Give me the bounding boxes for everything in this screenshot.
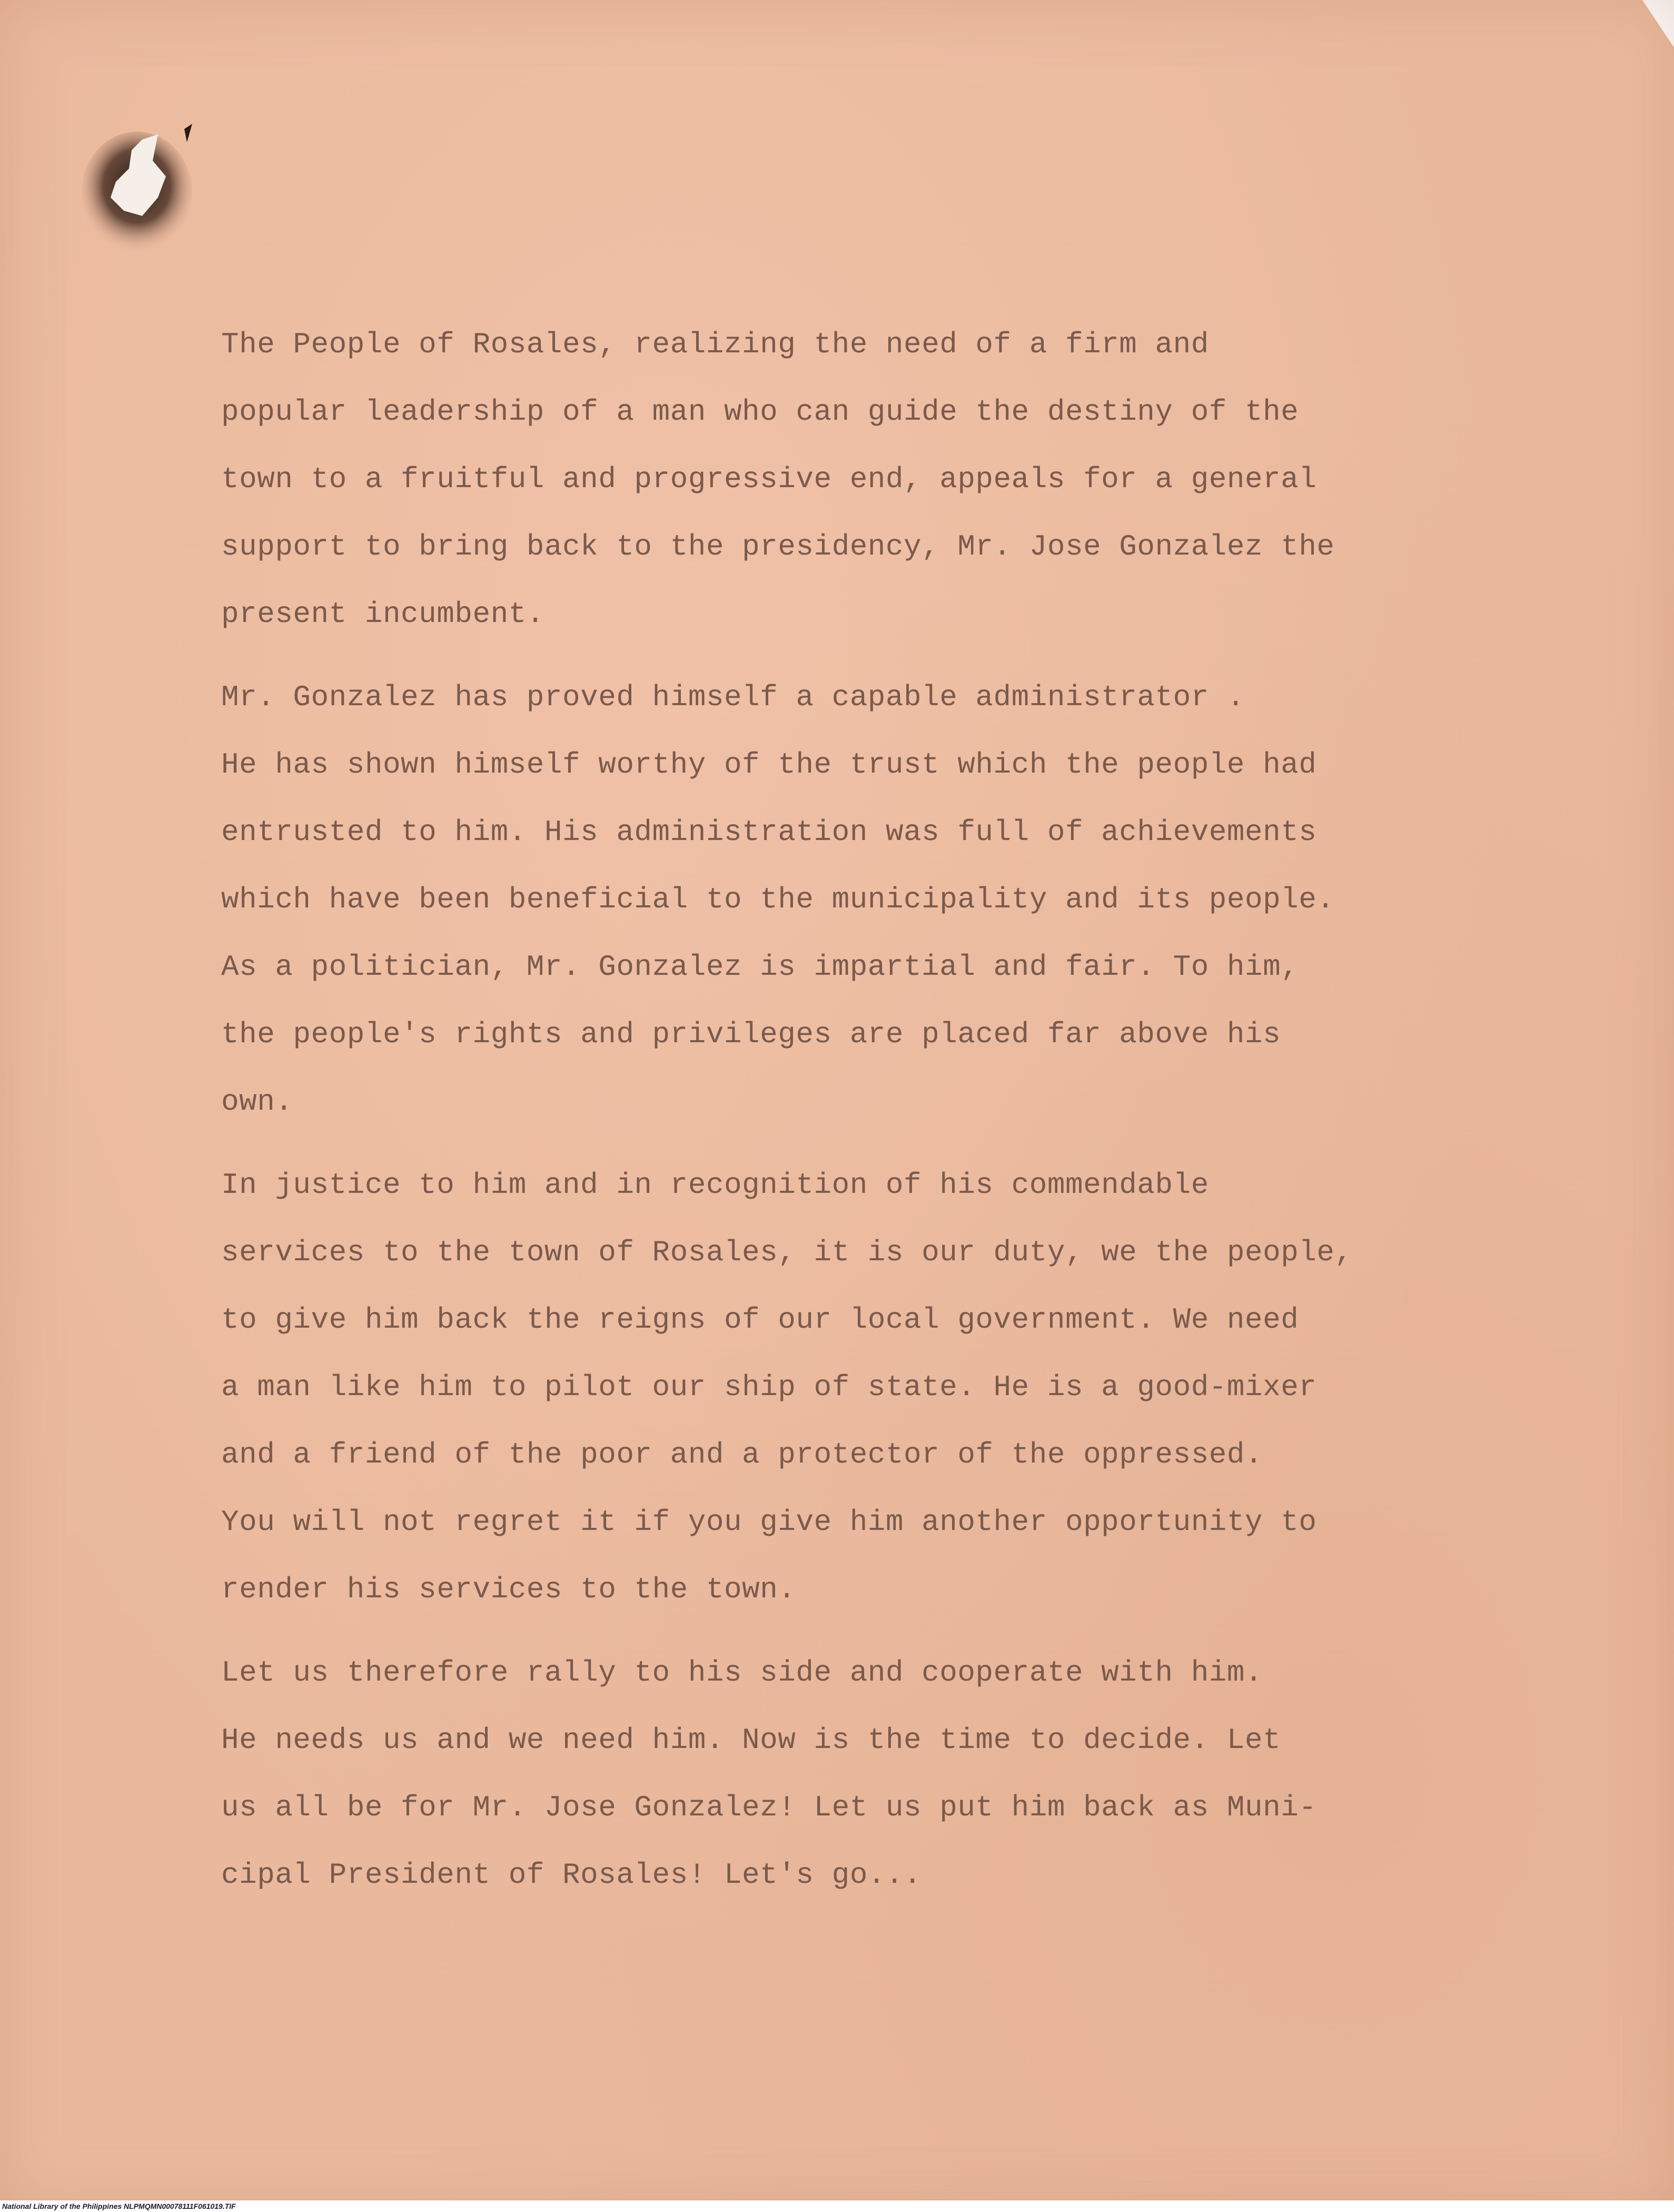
paragraph-2: Mr. Gonzalez has proved himself a capable administrator . He has shown himself worthy of the trust which the people had entrusted to him. His administration was full of achievements which have been beneficial to the municipality and its people. As a politician, Mr. Gonzalez is impartial and fair. To him, the people's rights and privileges are placed far above his own. bbox=[221, 680, 1335, 1119]
torn-corner bbox=[1642, 0, 1674, 47]
archive-caption-text: National Library of the Philippines NLPMQMN00078111F061019.TIF bbox=[2, 2202, 236, 2210]
paragraph-1: The People of Rosales, realizing the need of a firm and popular leadership of a man who can guide the destiny of the town to a fruitful and progressive end, appeals for a general support to bring back to the presidency, Mr. Jose Gonzalez the present incumbent. bbox=[221, 328, 1335, 631]
paragraph-4: Let us therefore rally to his side and cooperate with him. He needs us and we need him. Now is the time to decide. Let us all be for Mr. Jose Gonzalez! Let us put him back as Muni- cipal President of Rosales! Let's go... bbox=[221, 1656, 1317, 1892]
letter-body bbox=[221, 311, 1495, 1924]
ink-stain-icon bbox=[79, 118, 200, 255]
paragraph-3: In justice to him and in recognition of his commendable services to the town of Rosales, it is our duty, we the people, to give him back the reigns of our local government. We need a man like him to pilot our ship of state. He is a good-mixer and a friend of the poor and a protector of the oppressed. You will not regret it if you give him another opportunity to render his services to the town. bbox=[221, 1168, 1353, 1606]
archive-caption bbox=[0, 2200, 1674, 2212]
